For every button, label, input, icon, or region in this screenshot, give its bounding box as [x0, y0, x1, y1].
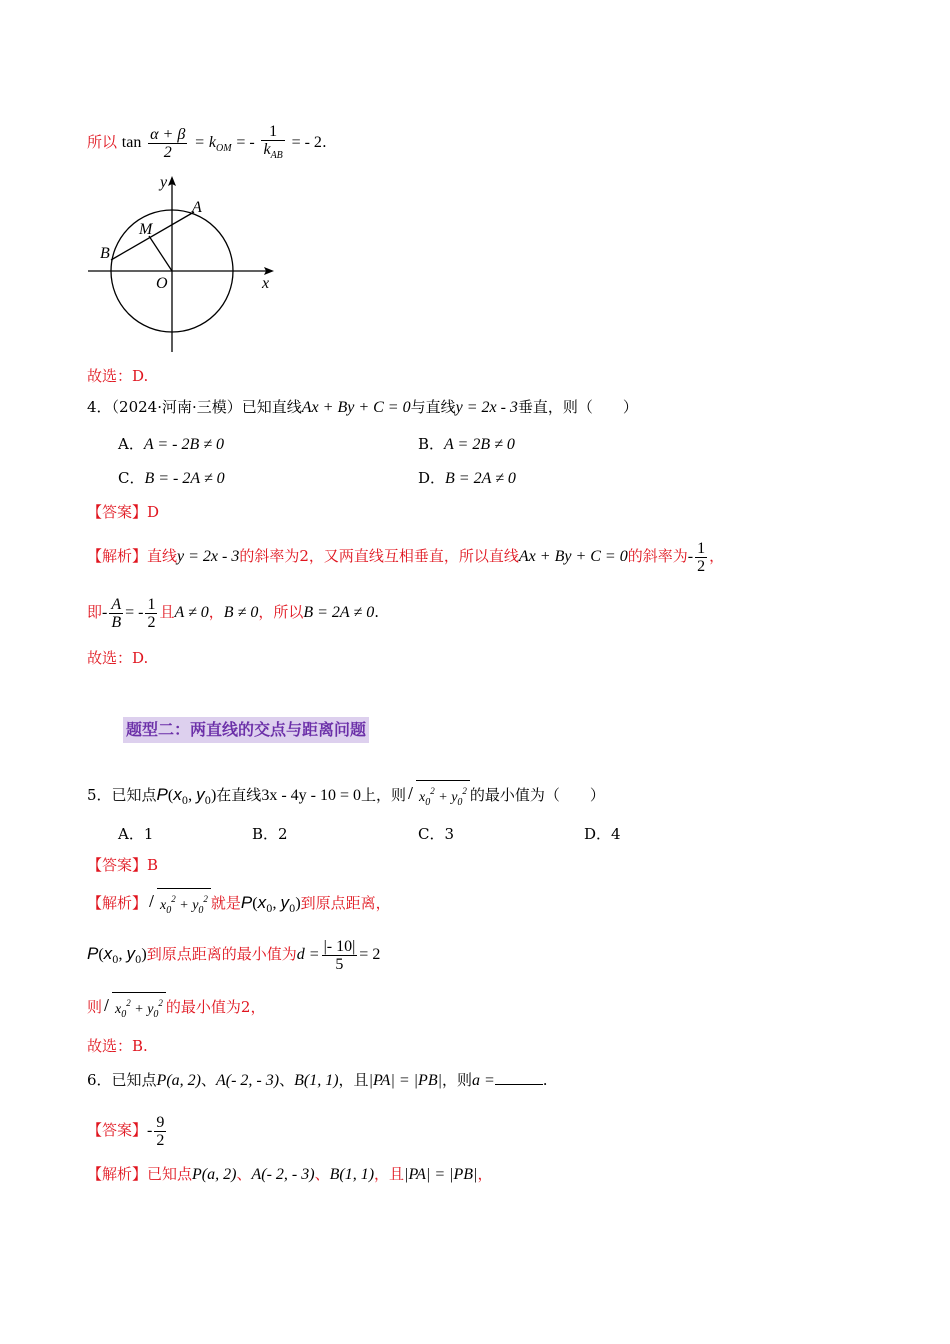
option-5b[interactable]: B．2 — [252, 825, 288, 843]
option-c[interactable]: C．B = - 2A ≠ 0 — [118, 469, 225, 487]
label-m: M — [139, 221, 153, 238]
question-5-stem: 5．已知点$P(x_0$, $y_0$)在直线3x - 4y - 10 = 0上，则 $x_0^2 + y_0^2$ 的最小值为（ ） — [87, 778, 605, 812]
analysis-5-line1: 【解析】 $x_0^2 + y_0^2$ 就是$P(x_0$, $y_0$)到原点距离， — [87, 886, 391, 920]
line-equation: 3x - 4y - 10 = 0 — [261, 787, 361, 804]
label-x: x — [262, 275, 270, 292]
half-angle-fraction: $\frac{\alpha + \beta}{2}$ — [150, 125, 186, 161]
line2-equation: y = 2x - 3 — [455, 399, 518, 416]
question-4-stem: 4．（2024·河南·三模）已知直线Ax + By + C = 0与直线y = 2x - 3垂直，则（ ） — [87, 398, 638, 416]
question-6-stem: 6．已知点P(a, 2)、A(- 2, - 3)、B(1, 1)，且|PA| = |PB|，则a = . — [87, 1071, 548, 1089]
label-o: O — [156, 275, 168, 292]
slope-om: = k — [194, 134, 216, 151]
label-a: A — [192, 199, 202, 216]
analysis-4-line1: 【解析】直线y = 2x - 3的斜率为2，又两直线互相垂直，所以直线Ax + By + C = 0的斜率为- $\frac{1}{2}$ ， — [87, 539, 725, 575]
option-5c[interactable]: C．3 — [418, 825, 455, 843]
analysis-5-line3: 则 $x_0^2 + y_0^2$ 的最小值为2， — [87, 990, 265, 1024]
line1-equation: Ax + By + C = 0 — [301, 399, 411, 416]
answer-choice-4: 故选：D. — [87, 649, 149, 667]
answer-choice-1: 故选：D. — [87, 367, 149, 385]
answer-4: 【答案】D — [87, 503, 160, 521]
analysis-5-line2: $P(x_0$, $y_0$)到原点距离的最小值为d = $\frac{|- 10|}{5}$ = 2 — [87, 937, 381, 973]
conclusion-line: 所以 tan $\frac{\alpha + \beta}{2}$ = $k_{OM}$ = - $\frac{1}{k_{AB}}$ = - 2. — [87, 120, 327, 164]
option-b[interactable]: B．A = 2B ≠ 0 — [418, 435, 515, 453]
option-a[interactable]: A．A = - 2B ≠ 0 — [118, 435, 225, 453]
label-y: y — [160, 174, 168, 191]
option-5d[interactable]: D．4 — [584, 825, 621, 843]
answer-5: 【答案】B — [87, 856, 159, 874]
chord-ab — [111, 212, 194, 260]
answer-blank[interactable] — [495, 1070, 543, 1085]
reciprocal-fraction: $\frac{1}{k_{AB}}$ — [263, 122, 283, 161]
section-title: 题型二：两直线的交点与距离问题 — [123, 717, 369, 743]
option-d[interactable]: D．B = 2A ≠ 0 — [418, 469, 516, 487]
conclusion-prefix: 所以 — [87, 133, 118, 151]
analysis-4-line2: 即- $\frac{A}{B}$ = - $\frac{1}{2}$ 且A ≠ 0，B ≠ 0，所以B = 2A ≠ 0. — [87, 595, 379, 631]
analysis-6-line1: 【解析】已知点P(a, 2)、A(- 2, - 3)、B(1, 1)，且|PA| = |PB|， — [87, 1165, 493, 1183]
tan-function: tan — [121, 134, 142, 151]
circle-figure — [86, 172, 286, 357]
answer-choice-5: 故选：B. — [87, 1037, 148, 1055]
segment-om — [149, 236, 172, 271]
answer-6: 【答案】- $\frac{9}{2}$ — [87, 1113, 165, 1149]
label-b: B — [100, 245, 110, 262]
option-5a[interactable]: A．1 — [118, 825, 154, 843]
